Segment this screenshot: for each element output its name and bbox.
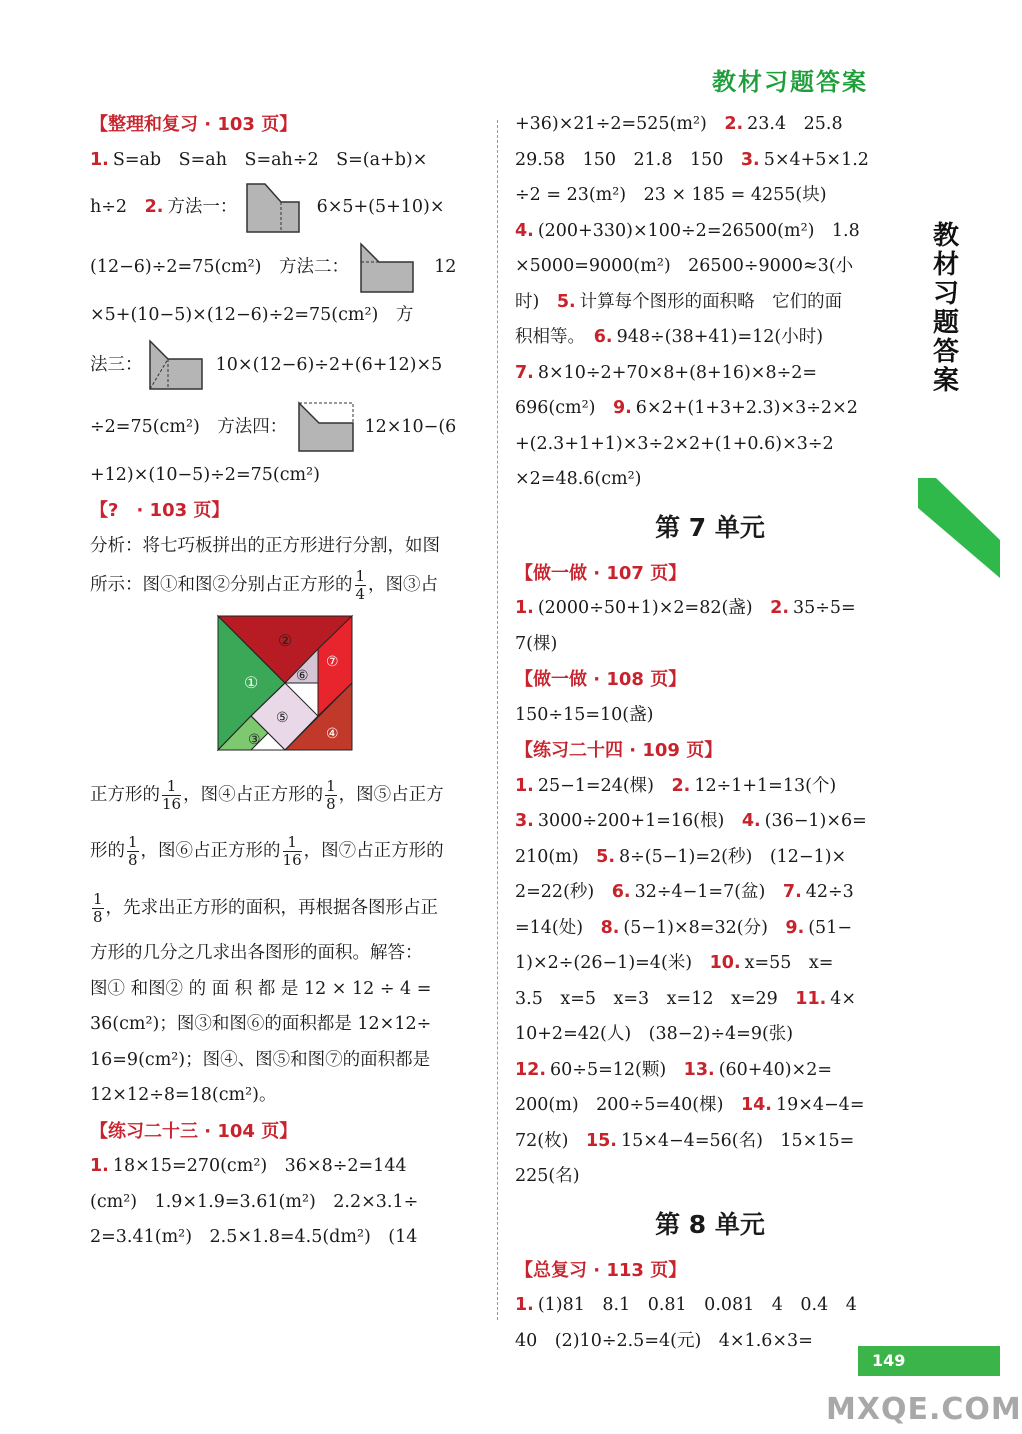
answer-line: =14(处) 8. (5−1)×8=32(分) 9. (51− xyxy=(515,917,852,938)
answer-line: ÷2 = 23(m²) 23 × 185 = 4255(块) xyxy=(515,185,827,205)
analysis-line: 正方形的 $\frac{1}{16}$ ，图④占正方形的 $\frac{1}{8}$ ，图⑤占正方 xyxy=(90,777,444,813)
fraction-one-eighth: $\frac{1}{8}$ xyxy=(128,833,138,869)
answer-line: 3. 3000÷200+1=16(根) 4. (36−1)×6= xyxy=(515,811,867,831)
fraction-one-quarter: $\frac{1}{4}$ xyxy=(355,567,366,603)
answer-line: 2=22(秒) 6. 32÷4−1=7(盆) 7. 42÷3 xyxy=(515,882,854,902)
fraction-one-sixteenth: $\frac{1}{16}$ xyxy=(162,777,182,813)
answer-line: ×2=48.6(cm²) xyxy=(515,469,642,489)
answer-line: 7. 8×10÷2+70×8+(8+16)×8÷2= xyxy=(515,362,818,383)
section-header: 【整理和复习 · 103 页】 xyxy=(90,114,298,135)
answer-line: 696(cm²) 9. 6×2+(1+3+2.3)×3÷2×2 xyxy=(515,398,858,418)
answer-line: 29.58 150 21.8 150 3. 5×4+5×1.2 xyxy=(515,149,869,170)
answer-line: 时) 5. 计算每个图形的面积略 它们的面 xyxy=(515,291,843,312)
answer-line: 1. (2000÷50+1)×2=82(盏) 2. 35÷5= xyxy=(515,598,856,618)
answer-line: 40 (2)10÷2.5=4(元) 4×1.6×3= xyxy=(515,1330,813,1351)
answer-line: (cm²) 1.9×1.9=3.61(m²) 2.2×3.1÷ xyxy=(90,1191,419,1212)
answer-line: 1. (1)81 8.1 0.81 0.081 4 0.4 4 xyxy=(515,1295,857,1315)
page-header-title: 教材习题答案 xyxy=(712,68,868,96)
method-one-figure xyxy=(245,182,301,234)
column-divider xyxy=(497,120,498,1320)
tangram-label-5: ⑤ xyxy=(276,710,289,726)
unit-title: 第 8 单元 xyxy=(655,1209,765,1239)
analysis-line: 36(cm²)；图③和图⑥的面积都是 12×12÷ xyxy=(90,1014,432,1034)
analysis-line: 形的 $\frac{1}{8}$ ，图⑥占正方形的 $\frac{1}{16}$ ，图⑦占正方形的 xyxy=(90,833,444,869)
side-label: 教材习题答案 xyxy=(932,221,959,396)
answer-line: 7(棵) xyxy=(515,633,558,654)
right-column xyxy=(515,107,905,1359)
watermark-text: MXQE.COM xyxy=(826,1392,1022,1427)
answer-line: 210(m) 5. 8÷(5−1)=2(秒) (12−1)× xyxy=(515,846,847,867)
tangram-label-1: ① xyxy=(244,673,259,692)
answer-line: +(2.3+1+1)×3÷2×2+(1+0.6)×3÷2 xyxy=(515,433,834,454)
answer-line: (12−6)÷2=75(cm²) 方法二： 12 xyxy=(90,236,480,298)
tangram-label-4: ④ xyxy=(326,726,339,742)
method-three-figure xyxy=(148,339,204,391)
fraction-one-sixteenth: $\frac{1}{16}$ xyxy=(282,833,302,869)
analysis-line: 分析：将七巧板拼出的正方形进行分割，如图 xyxy=(90,535,440,556)
answer-line: 72(枚) 15. 15×4−4=56(名) 15×15= xyxy=(515,1130,855,1151)
analysis-line: 所示：图①和图②分别占正方形的 $\frac{1}{4}$ ，图③占 xyxy=(90,567,439,603)
section-header: 【做一做 · 107 页】 xyxy=(515,562,687,584)
answer-line: 10+2=42(人) (38−2)÷4=9(张) xyxy=(515,1024,794,1044)
analysis-line: 方形的几分之几求出各图形的面积。解答： xyxy=(90,943,423,963)
method-two-figure xyxy=(359,242,415,294)
section-header: 【练习二十三 · 104 页】 xyxy=(90,1120,298,1142)
left-column xyxy=(90,107,480,1256)
answer-line: ×5000=9000(m²) 26500÷9000≈3(小 xyxy=(515,256,854,276)
section-header: 【做一做 · 108 页】 xyxy=(515,669,687,690)
tangram-label-6: ⑥ xyxy=(296,668,309,684)
answer-line: 4. (200+330)×100÷2=26500(m²) 1.8 xyxy=(515,220,860,241)
answer-line: 200(m) 200÷5=40(棵) 14. 19×4−4= xyxy=(515,1095,865,1115)
section-header: 【总复习 · 113 页】 xyxy=(515,1259,687,1281)
analysis-line: $\frac{1}{8}$ ，先求出正方形的面积，再根据各图形占正 xyxy=(93,890,439,926)
answer-line: 积相等。 6. 948÷(38+41)=12(小时) xyxy=(515,327,824,347)
unit-title: 第 7 单元 xyxy=(655,512,765,542)
answer-line: 3.5 x=5 x=3 x=12 x=29 11. 4× xyxy=(515,988,857,1009)
answer-line: 1)×2÷(26−1)=4(米) 10. x=55 x= xyxy=(515,953,834,973)
fraction-one-eighth: $\frac{1}{8}$ xyxy=(326,777,336,813)
tangram-label-2: ② xyxy=(278,631,293,650)
section-header: 【? · 103 页】 xyxy=(90,500,230,521)
fraction-one-eighth: $\frac{1}{8}$ xyxy=(93,890,103,926)
tangram-label-7: ⑦ xyxy=(326,654,339,670)
tangram-label-3: ③ xyxy=(248,732,261,748)
section-header: 【练习二十四 · 109 页】 xyxy=(515,740,723,761)
answer-line: 2=3.41(m²) 2.5×1.8=4.5(dm²) (14 xyxy=(90,1227,418,1247)
analysis-line: 16=9(cm²)；图④、图⑤和图⑦的面积都是 xyxy=(90,1049,431,1070)
answer-line: 1. 25−1=24(棵) 2. 12÷1+1=13(个) xyxy=(515,775,837,796)
answer-line: ×5+(10−5)×(12−6)÷2=75(cm²) 方 xyxy=(90,305,414,325)
analysis-line: 12×12÷8=18(cm²)。 xyxy=(90,1085,277,1105)
answer-line: ÷2=75(cm²) 方法四： 12×10−(6 xyxy=(90,396,480,458)
answer-line: h÷2 2. 方法一： 6×5+(5+10)× xyxy=(90,178,480,236)
answer-line: 法三： 10×(12−6)÷2+(6+12)×5 xyxy=(90,334,480,396)
page-number-tab: 149 xyxy=(858,1346,1000,1376)
answer-line: 150÷15=10(盏) xyxy=(515,704,654,725)
answer-line: 1. 18×15=270(cm²) 36×8÷2=144 xyxy=(90,1156,407,1176)
answer-line: 12. 60÷5=12(颗) 13. (60+40)×2= xyxy=(515,1059,833,1080)
tangram-figure-wrap xyxy=(90,606,480,768)
method-four-figure xyxy=(295,399,357,455)
answer-line: 1. S=ab S=ah S=ah÷2 S=(a+b)× xyxy=(90,149,428,170)
answer-line: +36)×21÷2=525(m²) 2. 23.4 25.8 xyxy=(515,114,843,134)
answer-line: 225(名) xyxy=(515,1166,580,1186)
answer-line: +12)×(10−5)÷2=75(cm²) xyxy=(90,464,320,485)
green-tab-decoration xyxy=(918,478,1000,578)
analysis-line: 图① 和图② 的 面 积 都 是 12 × 12 ÷ 4 = xyxy=(90,978,432,999)
tangram-figure xyxy=(218,616,352,750)
